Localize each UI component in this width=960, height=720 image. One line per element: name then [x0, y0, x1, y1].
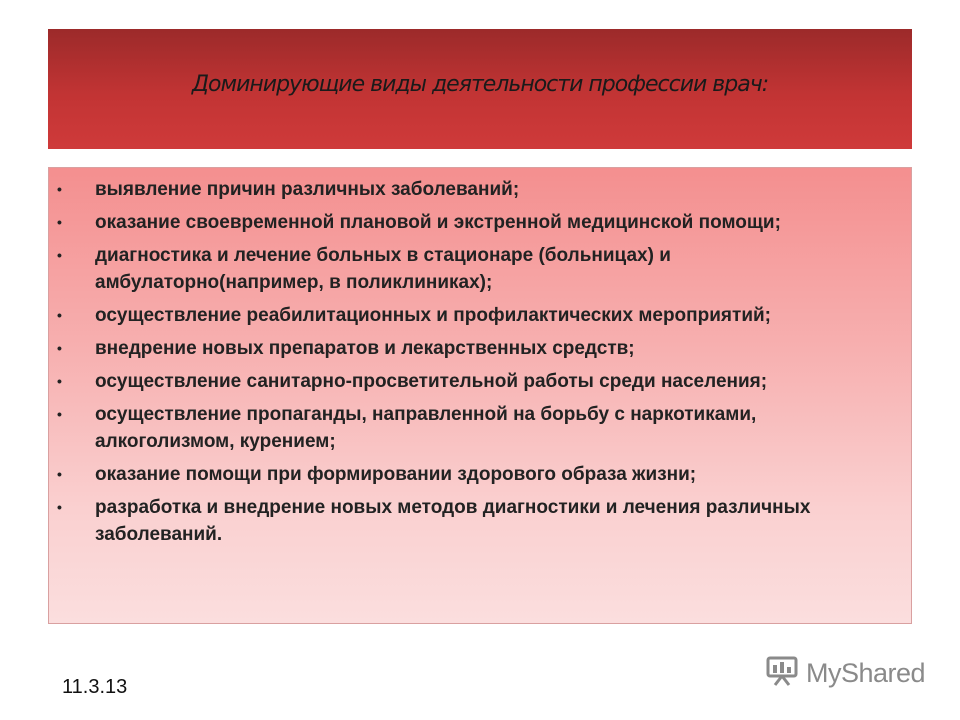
list-item-text: разработка и внедрение новых методов диагностики и лечения различных заболеваний. [95, 497, 811, 545]
list-item [49, 302, 871, 329]
list-item [49, 494, 871, 548]
bullet-icon: • [57, 373, 62, 389]
watermark-text: MyShared [806, 658, 926, 688]
list-item [49, 401, 871, 455]
bullet-icon: • [57, 307, 62, 323]
list-item-text: выявление причин различных заболеваний; [95, 179, 520, 200]
list-item-text: осуществление санитарно-просветительной работы среди населения; [95, 371, 768, 392]
list-item-text: внедрение новых препаратов и лекарственных средств; [95, 338, 635, 359]
list-item [49, 176, 871, 203]
list-item-text: оказание помощи при формировании здорового образа жизни; [95, 464, 697, 485]
list-item [49, 461, 871, 488]
list-item-text: оказание своевременной плановой и экстренной медицинской помощи; [95, 212, 781, 233]
bullet-icon: • [57, 247, 62, 263]
bullet-icon: • [57, 406, 62, 422]
bullet-icon: • [57, 181, 62, 197]
title-bar [48, 29, 912, 149]
slide-date: 11.3.13 [62, 676, 128, 698]
list-item [49, 209, 871, 236]
activity-list [49, 168, 911, 548]
list-item-text: осуществление пропаганды, направленной на борьбу с наркотиками, алкоголизмом, курением; [95, 404, 757, 452]
slide-title: Доминирующие виды деятельности профессии врач: [191, 71, 769, 97]
bullet-icon: • [57, 340, 62, 356]
list-item-text: диагностика и лечение больных в стационаре (больницах) и амбулаторно(например, в поликлиниках); [95, 245, 671, 293]
bullet-icon: • [57, 466, 62, 482]
presentation-board-icon [766, 656, 800, 691]
watermark-logo[interactable] [766, 656, 925, 691]
list-item [49, 242, 871, 296]
bullet-icon: • [57, 499, 62, 515]
content-box [48, 167, 912, 624]
list-item [49, 335, 871, 362]
list-item [49, 368, 871, 395]
bullet-icon: • [57, 214, 62, 230]
list-item-text: осуществление реабилитационных и профилактических мероприятий; [95, 305, 772, 326]
